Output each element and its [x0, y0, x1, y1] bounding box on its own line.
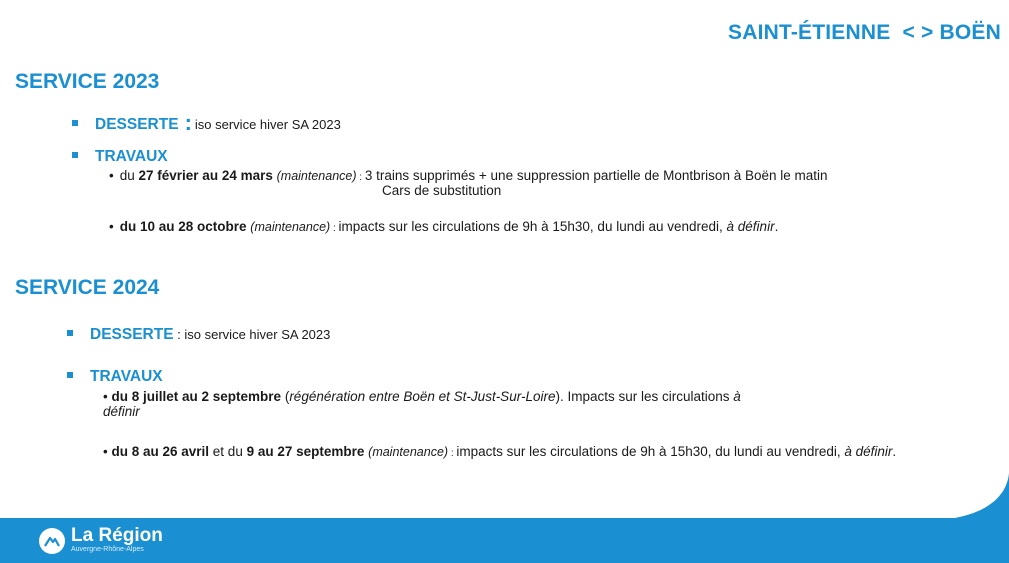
s2024-item2-end: . — [892, 444, 897, 459]
s2023-travaux-item2 — [109, 219, 778, 234]
s2024-item2-text: impacts sur les circulations de 9h à 15h30, du lundi au vendredi, — [456, 444, 845, 459]
s2024-item2-dates1: du 8 au 26 avril — [111, 444, 210, 459]
s2023-item2-note: (maintenance) — [250, 220, 331, 234]
s2024-item2-note: (maintenance) — [368, 445, 449, 459]
s2024-item1-dates: du 8 juillet au 2 septembre — [111, 389, 282, 404]
region-logo — [39, 527, 163, 555]
s2023-desserte — [72, 109, 341, 135]
bullet-dot-icon: • — [109, 168, 114, 183]
s2023-desserte-text: iso service hiver SA 2023 — [194, 117, 341, 132]
s2023-item1-dates: 27 février au 24 mars — [138, 168, 273, 183]
s2023-desserte-label: DESSERTE — [95, 116, 179, 133]
s2024-travaux — [67, 368, 163, 386]
s2024-item1-note: régénération entre Boën et St-Just-Sur-Loire — [289, 389, 556, 404]
s2024-item2-dates2: 9 au 27 septembre — [246, 444, 365, 459]
bullet-dot-icon: • — [109, 219, 114, 234]
s2024-desserte — [67, 326, 330, 344]
square-bullet-icon — [72, 120, 78, 126]
s2023-item2-tbd: à définir — [726, 219, 775, 234]
s2023-travaux-item1 — [109, 168, 828, 183]
s2024-item2-tbd: à définir — [844, 444, 893, 459]
bullet-dot-icon: • — [103, 444, 108, 459]
footer-wave-shape — [949, 473, 1009, 519]
s2024-item1-tbd2: définir — [103, 404, 140, 419]
s2024-item2-sep: : — [448, 448, 457, 459]
s2024-item1-close: ). Impacts sur les circulations — [555, 389, 734, 404]
s2024-item1-open: ( — [281, 389, 290, 404]
s2023-item2-text: impacts sur les circulations de 9h à 15h30, du lundi au vendredi, — [338, 219, 727, 234]
s2023-item1-prefix: du — [119, 168, 139, 183]
s2023-travaux — [72, 148, 168, 166]
region-logo-name: La Région — [71, 525, 163, 546]
s2024-item1-tbd2-line — [103, 404, 140, 419]
region-logo-icon — [39, 528, 65, 554]
square-bullet-icon — [67, 372, 73, 378]
s2023-item1-sep: : — [356, 172, 365, 183]
s2023-item2-end: . — [774, 219, 779, 234]
square-bullet-icon — [72, 152, 78, 158]
s2024-travaux-item1 — [103, 389, 741, 404]
s2023-item2-dates: du 10 au 28 octobre — [119, 219, 247, 234]
s2023-item1-text2: Cars de substitution — [382, 183, 502, 198]
s2023-item2-sep: : — [330, 223, 339, 234]
section-2024-title: SERVICE 2024 — [15, 276, 160, 299]
s2023-travaux-label: TRAVAUX — [95, 148, 168, 165]
region-logo-subtitle: Auvergne-Rhône-Alpes — [71, 546, 144, 553]
square-bullet-icon — [67, 330, 73, 336]
section-2023-title: SERVICE 2023 — [15, 70, 160, 93]
s2024-item1-tbd1: à — [733, 389, 741, 404]
s2024-travaux-item2 — [103, 444, 896, 459]
bullet-dot-icon: • — [103, 389, 108, 404]
s2024-travaux-label: TRAVAUX — [90, 368, 163, 385]
s2024-desserte-text: : iso service hiver SA 2023 — [173, 327, 331, 342]
s2023-desserte-colon: : — [184, 110, 192, 135]
s2024-item2-mid: et du — [209, 444, 247, 459]
s2023-item1-text: 3 trains supprimés + une suppression partielle de Montbrison à Boën le matin — [364, 168, 828, 183]
page-title: SAINT-ÉTIENNE < > BOËN — [728, 21, 1001, 44]
s2023-item1-note: (maintenance) — [276, 169, 357, 183]
s2024-desserte-label: DESSERTE — [90, 326, 174, 343]
